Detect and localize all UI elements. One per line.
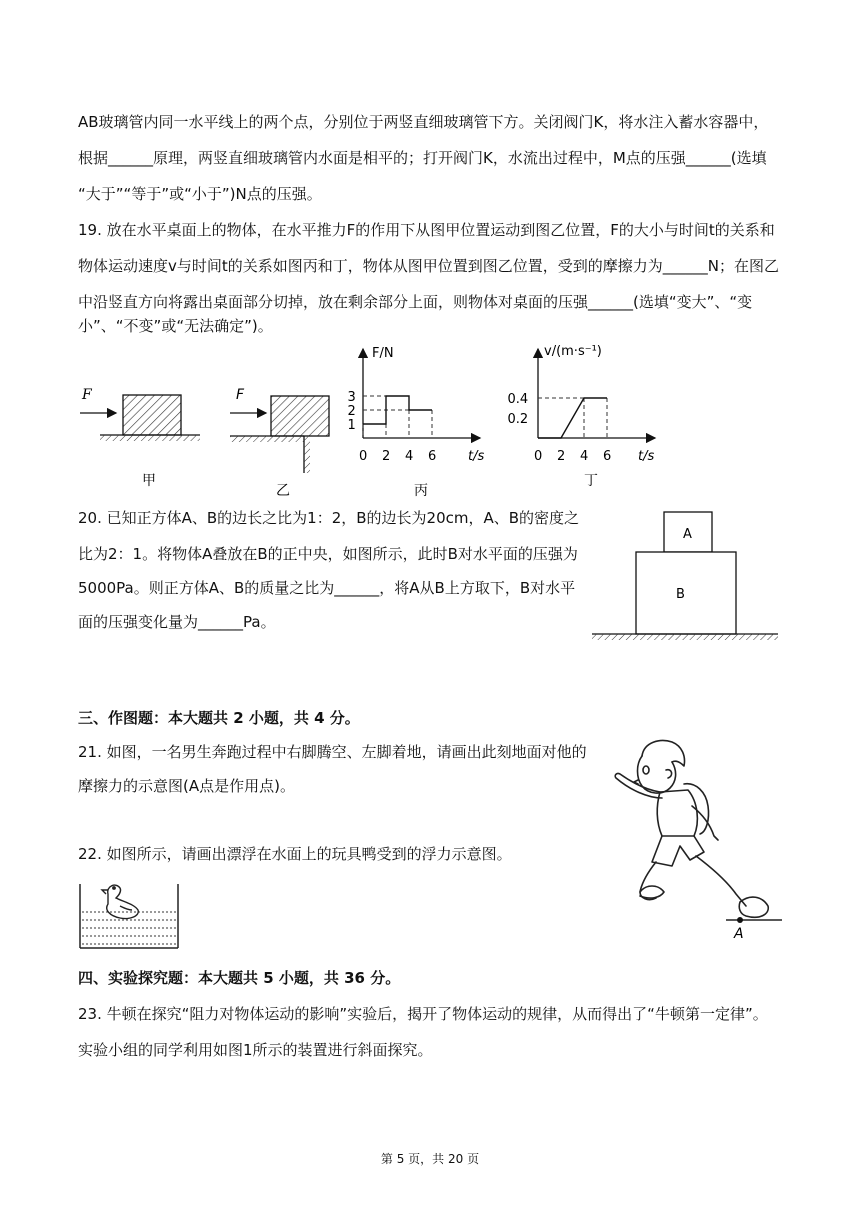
shorts xyxy=(652,836,704,866)
chart-bing xyxy=(348,346,485,499)
left-leg xyxy=(696,856,746,906)
q19-line-3: 中沿竖直方向将露出桌面部分切掉，放在剩余部分上面，则物体对桌面的压强______(选填“变大”、“变 xyxy=(78,293,753,311)
right-shoe xyxy=(640,886,664,898)
chart-ding xyxy=(508,344,656,489)
ding-y-tick-1: 0.4 xyxy=(507,392,529,407)
ding-x-tick-3: 6 xyxy=(603,449,612,464)
toy-duck xyxy=(102,885,138,918)
eye xyxy=(643,766,649,774)
section-4-heading: 四、实验探究题：本大题共 5 小题，共 36 分。 xyxy=(78,969,401,987)
left-shoe xyxy=(739,897,768,917)
q20-line-1: 20. 已知正方体A、B的边长之比为1：2，B的边长为20cm，A、B的密度之 xyxy=(78,509,580,527)
section-3-heading: 三、作图题：本大题共 2 小题，共 4 分。 xyxy=(78,709,360,727)
hair xyxy=(642,741,685,766)
ding-x-tick-0: 0 xyxy=(534,449,543,464)
ding-data-line xyxy=(538,398,607,438)
shirt xyxy=(657,790,697,836)
q22-line-1: 22. 如图所示，请画出漂浮在水面上的玩具鸭受到的浮力示意图。 xyxy=(78,845,512,863)
ding-y-tick-0: 0.2 xyxy=(507,412,529,427)
q20-figure xyxy=(588,508,784,644)
right-leg xyxy=(640,862,656,900)
q19-line-1: 19. 放在水平桌面上的物体，在水平推力F的作用下从图甲位置运动到图乙位置，F的大小与时间t的关系和 xyxy=(78,221,775,239)
duck-in-water-figure xyxy=(78,878,182,950)
ding-ylabel: v/(m·s⁻¹) xyxy=(544,344,602,359)
point-a xyxy=(737,917,743,923)
ear xyxy=(666,770,672,778)
q19-line-4: 小”、“不变”或“无法确定”)。 xyxy=(78,317,273,335)
bing-x-tick-3: 6 xyxy=(428,449,437,464)
q18-line-3: “大于”“等于”或“小于”)N点的压强。 xyxy=(78,185,322,203)
back-arm xyxy=(692,806,718,840)
q20-line-2: 比为2：1。将物体A叠放在B的正中央，如图所示，此时B对水平面的压强为 xyxy=(78,545,578,563)
running-boy-figure xyxy=(600,736,786,942)
ding-x-tick-2: 4 xyxy=(580,449,589,464)
q23-line-1: 23. 牛顿在探究“阻力对物体运动的影响”实验后，揭开了物体运动的规律，从而得出了“牛顿第一定律”。 xyxy=(78,1005,768,1023)
q19-figures xyxy=(70,335,670,505)
caption-bing: 丙 xyxy=(414,483,428,499)
q18-line-1: AB玻璃管内同一水平线上的两个点，分别位于两竖直细玻璃管下方。关闭阀门K，将水注入蓄水容器中， xyxy=(78,113,769,131)
force-label-jia: F xyxy=(82,387,92,403)
bing-x-tick-0: 0 xyxy=(359,449,368,464)
bing-ylabel: F/N xyxy=(372,346,394,361)
q18-line-2: 根据______原理，两竖直细玻璃管内水面是相平的；打开阀门K，水流出过程中，M点的压强______(选填 xyxy=(78,149,767,167)
ding-x-tick-1: 2 xyxy=(557,449,566,464)
page-footer: 第 5 页，共 20 页 xyxy=(380,1152,480,1166)
cube-a-label: A xyxy=(683,527,692,542)
ding-xlabel: t/s xyxy=(638,449,655,464)
bing-x-tick-1: 2 xyxy=(382,449,391,464)
bing-y-tick-2: 3 xyxy=(347,390,356,405)
bing-xlabel: t/s xyxy=(468,449,485,464)
caption-jia: 甲 xyxy=(142,473,156,489)
caption-ding: 丁 xyxy=(584,473,598,489)
force-label-yi: F xyxy=(236,387,245,403)
cube-b xyxy=(636,552,736,634)
block-yi xyxy=(271,396,329,436)
figure-yi xyxy=(230,387,329,499)
q23-line-2: 实验小组的同学利用如图1所示的装置进行斜面探究。 xyxy=(78,1041,433,1059)
cube-b-label: B xyxy=(676,587,685,602)
q19-line-2: 物体运动速度v与时间t的关系如图丙和丁，物体从图甲位置到图乙位置，受到的摩擦力为______N；在图乙 xyxy=(78,257,779,275)
caption-yi: 乙 xyxy=(276,483,290,499)
q20-line-4: 面的压强变化量为______Pa。 xyxy=(78,613,276,631)
point-a-label: A xyxy=(734,926,744,942)
q20-line-3: 5000Pa。则正方体A、B的质量之比为______，将A从B上方取下，B对水平 xyxy=(78,579,576,597)
figure-jia xyxy=(80,387,200,489)
bing-x-tick-2: 4 xyxy=(405,449,414,464)
bing-y-tick-0: 1 xyxy=(347,418,356,433)
block-jia xyxy=(123,395,181,435)
q21-line-1: 21. 如图，一名男生奔跑过程中右脚腾空、左脚着地，请画出此刻地面对他的 xyxy=(78,743,587,761)
bing-y-tick-1: 2 xyxy=(347,404,356,419)
q21-line-2: 摩擦力的示意图(A点是作用点)。 xyxy=(78,777,295,795)
